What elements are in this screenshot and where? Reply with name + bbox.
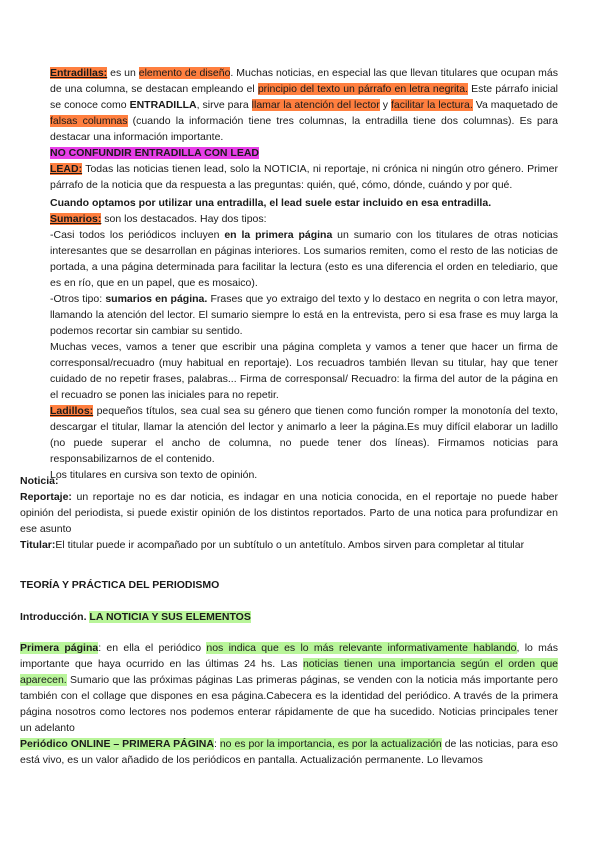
online-term: Periódico ONLINE – PRIMERA PÁGINA [20,738,214,750]
definitions-block [20,473,558,553]
bold-text: ENTRADILLA [129,99,197,111]
intro-line [20,609,558,625]
primera-term: Primera página [20,642,99,654]
section-title: TEORÍA Y PRÁCTICA DEL PERIODISMO [20,579,220,591]
text: (cuando la información tiene tres columnas, la entradilla tiene dos columnas). Es para destacar una información importante. [50,115,558,143]
lead-term: LEAD: [50,163,83,175]
bold-text: sumarios en página. [105,293,208,305]
text: : [213,738,220,750]
text: Sumario que las próximas páginas Las primeras páginas, se venden con la noticia más importante pero también con el collage que dispones en esa página.Cabecera es la identidad del periódico. A través de la primera página nosotros como lectores nos podemos enterar rápidamente de que ha sucedido. Noticias principales tener un adelanto [20,674,558,734]
text: , sirve para [196,99,252,111]
warning-line: NO CONFUNDIR ENTRADILLA CON LEAD [50,147,260,159]
text: y [379,99,391,111]
ladillos-term: Ladillos: [50,405,94,417]
reportaje-term: Reportaje: [20,491,72,503]
primera-pagina-block [20,640,558,768]
highlight: llamar la atención del lector [251,99,380,111]
text: Todas las noticias tienen lead, solo la NOTICIA, ni reportaje, ni crónica ni ningún otro género. Primer párrafo de la noticia que da respuesta a las preguntas: quién, qué, cómo, dónde, cuándo y por qué. [50,163,558,191]
highlight: elemento de diseño [138,67,231,79]
bold-line: Cuando optamos por utilizar una entradilla, el lead suele estar incluido en esa entradilla. [50,197,492,209]
text: de las noticias, para eso está vivo, es un valor añadido de los periódicos en pantalla. Actualización permanente. Lo llevamos [20,738,559,766]
text: Frases que yo extraigo del texto y lo destaco en negrita o con letra mayor, llamando la atención del lector. El sumario siempre lo está en la entrevista, pero si esa frase es muy larga la podemos recortar sin cambiar su sentido. [50,293,559,337]
noticia-label: Noticia: [20,475,59,487]
entradillas-paragraph [50,65,558,483]
highlight: facilitar la lectura. [390,99,473,111]
highlight: nos indica que es lo más relevante informativamente hablando [206,642,517,654]
text: . Muchas noticias, en especial las que llevan titulares que ocupan más de una columna, se destacan empleando el [50,67,558,95]
sumarios-term: Sumarios: [50,213,102,225]
text: Va maquetado de [472,99,558,111]
intro-highlight: LA NOTICIA Y SUS ELEMENTOS [89,611,251,623]
highlight: principio del texto un párrafo en letra negrita. [257,83,468,95]
text: El titular puede ir acompañado por un subtítulo o un antetítulo. Ambos sirven para completar al titular [55,539,525,551]
text: son los destacados. Hay dos tipos: [101,213,267,225]
recuadro-paragraph: Muchas veces, vamos a tener que escribir una página completa y vamos a tener que hacer un firma de corresponsal/recuadro (muy habitual en reportaje). Los recuadros también llevan su titular, hay que tener cuidado de no repetir frases, palabras... Firma de corresponsal/ Recuadro: la firma del autor de la página en el recuadro se ponen las iniciales para no repetir. [50,341,558,401]
text: un sumario con los titulares de otras noticias interesantes que se desarrollan en páginas interiores. Los sumarios remiten, como el resto de las noticias de portada, a una página determinada para facilitar la lectura (esto es una diferencia el orden en telediario, que es en río, que en un papel, que es mosaico). [50,229,558,289]
cursiva-note: Los titulares en cursiva son texto de opinión. [50,469,258,481]
highlight: no es por la importancia, es por la actualización [219,738,442,750]
text: pequeños títulos, sea cual sea su género que tienen como función romper la monotonía del texto, descargar el titular, llamar la atención del lector y animarlo a leer la página.Es muy difícil elaborar un ladillo (no puede superar el ancho de columna, no puede tener dos líneas). Firmamos noticias para responsabilizarnos de el contenido. [50,405,558,465]
text: -Casi todos los periódicos incluyen [50,229,225,241]
entradillas-term: Entradillas: [50,67,108,79]
intro-label: Introducción. [20,611,87,623]
text: -Otros tipo: [50,293,106,305]
text: es un [107,67,139,79]
bold-text: en la primera página [224,229,333,241]
text: : en ella el periódico [98,642,207,654]
text: Este párrafo inicial se conoce como [50,83,559,111]
highlight: noticias tienen una importancia según el orden que aparecen. [20,658,559,686]
titular-term: Titular: [20,539,56,551]
text: , lo más importante que haya ocurrido en las últimas 24 hs. Las [20,642,558,670]
highlight: falsas columnas [50,115,128,127]
text: un reportaje no es dar noticia, es indagar en una noticia conocida, en el reportaje no puede haber opinión del periodista, si puede existir opinión de los distintos reportados. Parto de una notica para profundizar en ese asunto [20,491,558,535]
